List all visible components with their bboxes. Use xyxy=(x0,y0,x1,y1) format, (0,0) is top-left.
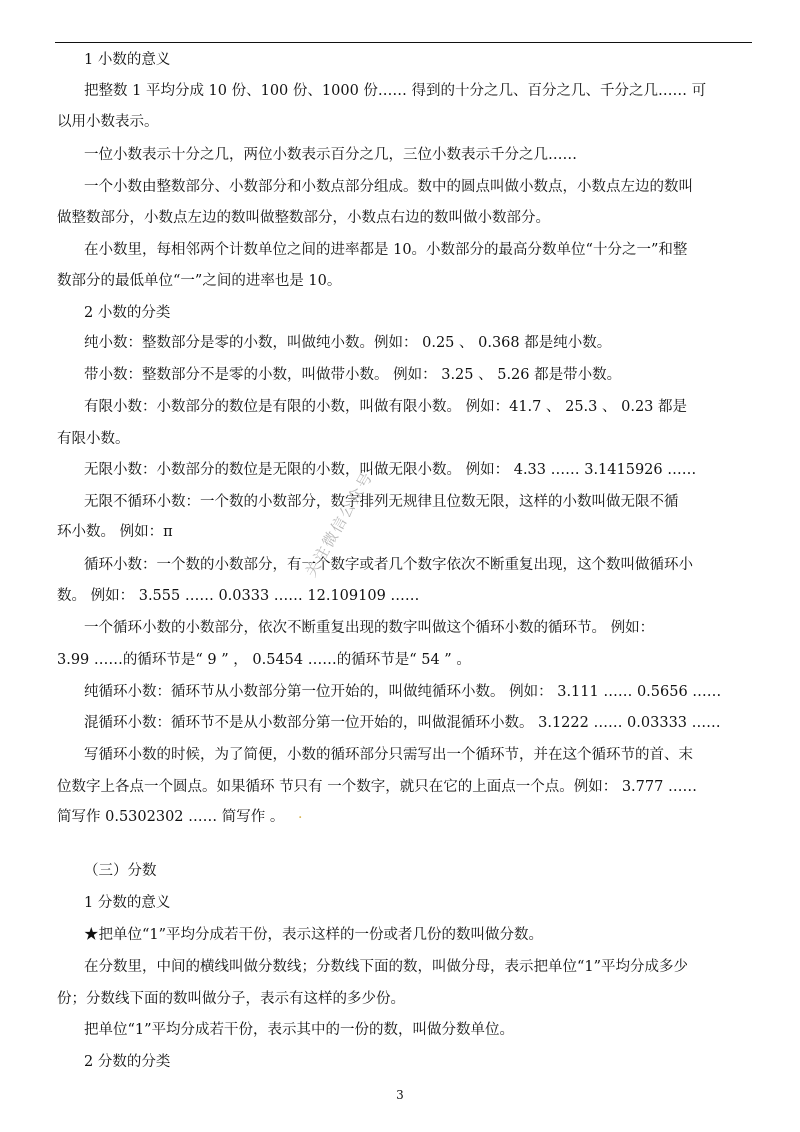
paragraph-line: 写循环小数的时候，为了简便，小数的循环部分只需写出一个循环节，并在这个循环节的首、末 xyxy=(84,747,693,763)
paragraph-line: 把整数 1 平均分成 10 份、100 份、1000 份…… 得到的十分之几、百分之几、千分之几…… 可 xyxy=(84,83,707,99)
paragraph-line: 无限不循环小数：一个数的小数部分，数字排列无规律且位数无限，这样的小数叫做无限不循 xyxy=(84,494,679,510)
paragraph-line: ★把单位“1”平均分成若干份，表示这样的一份或者几份的数叫做分数。 xyxy=(84,927,544,943)
paragraph-line: 有限小数。 xyxy=(57,431,130,447)
header-rule xyxy=(55,42,752,43)
paragraph-line: 在小数里，每相邻两个计数单位之间的进率都是 10。小数部分的最高分数单位“十分之一”和整 xyxy=(84,242,688,258)
paragraph-line: 循环小数：一个数的小数部分，有一个数字或者几个数字依次不断重复出现，这个数叫做循环小 xyxy=(84,557,693,573)
section-heading-decimal-types: 2 小数的分类 xyxy=(84,305,171,321)
paragraph-line: 纯小数：整数部分是零的小数，叫做纯小数。例如： 0.25 、 0.368 都是纯小数。 xyxy=(84,335,612,351)
stray-dot-mark: · xyxy=(298,810,303,826)
page-number: 3 xyxy=(396,1088,404,1102)
section-heading-fractions: （三）分数 xyxy=(84,863,157,879)
paragraph-line: 纯循环小数：循环节从小数部分第一位开始的，叫做纯循环小数。 例如： 3.111 …… 0.5656 …… xyxy=(84,684,722,700)
paragraph-line: 份；分数线下面的数叫做分子，表示有这样的多少份。 xyxy=(57,991,405,1007)
paragraph-line: 一个小数由整数部分、小数部分和小数点部分组成。数中的圆点叫做小数点，小数点左边的数叫 xyxy=(84,179,693,195)
paragraph-line: 把单位“1”平均分成若干份，表示其中的一份的数，叫做分数单位。 xyxy=(84,1022,515,1038)
paragraph-line: 混循环小数：循环节不是从小数部分第一位开始的，叫做混循环小数。 3.1222 …… 0.03333 …… xyxy=(84,715,721,731)
watermark: 关注微信公众号 xyxy=(301,467,377,580)
paragraph-line: 无限小数：小数部分的数位是无限的小数，叫做无限小数。 例如： 4.33 …… 3.1415926 …… xyxy=(84,462,697,478)
paragraph-line: 一个循环小数的小数部分，依次不断重复出现的数字叫做这个循环小数的循环节。 例如： xyxy=(84,620,655,636)
paragraph-line: 以用小数表示。 xyxy=(57,114,159,130)
paragraph-line: 简写作 0.5302302 …… 简写作 。 xyxy=(57,809,285,825)
paragraph-line: 数部分的最低单位“一”之间的进率也是 10。 xyxy=(57,273,342,289)
paragraph-line: 有限小数：小数部分的数位是有限的小数，叫做有限小数。 例如：41.7 、 25.3 、 0.23 都是 xyxy=(84,399,688,415)
section-heading-fraction-meaning: 1 分数的意义 xyxy=(84,895,171,911)
paragraph-line: 带小数：整数部分不是零的小数，叫做带小数。 例如： 3.25 、 5.26 都是带小数。 xyxy=(84,367,622,383)
section-heading-fraction-types: 2 分数的分类 xyxy=(84,1054,171,1070)
section-heading-decimal-meaning: 1 小数的意义 xyxy=(84,52,171,68)
paragraph-line: 3.99 ……的循环节是“ 9 ” ， 0.5454 ……的循环节是“ 54 ” 。 xyxy=(57,652,471,668)
paragraph-line: 做整数部分，小数点左边的数叫做整数部分，小数点右边的数叫做小数部分。 xyxy=(57,210,550,226)
paragraph-line: 数。 例如： 3.555 …… 0.0333 …… 12.109109 …… xyxy=(57,588,420,604)
paragraph-line: 环小数。 例如：π xyxy=(57,524,173,540)
paragraph-line: 一位小数表示十分之几，两位小数表示百分之几，三位小数表示千分之几…… xyxy=(84,147,577,163)
paragraph-line: 在分数里，中间的横线叫做分数线；分数线下面的数，叫做分母，表示把单位“1”平均分成多少 xyxy=(84,959,689,975)
paragraph-line: 位数字上各点一个圆点。如果循环 节只有 一个数字，就只在它的上面点一个点。例如： 3.777 …… xyxy=(57,779,697,795)
